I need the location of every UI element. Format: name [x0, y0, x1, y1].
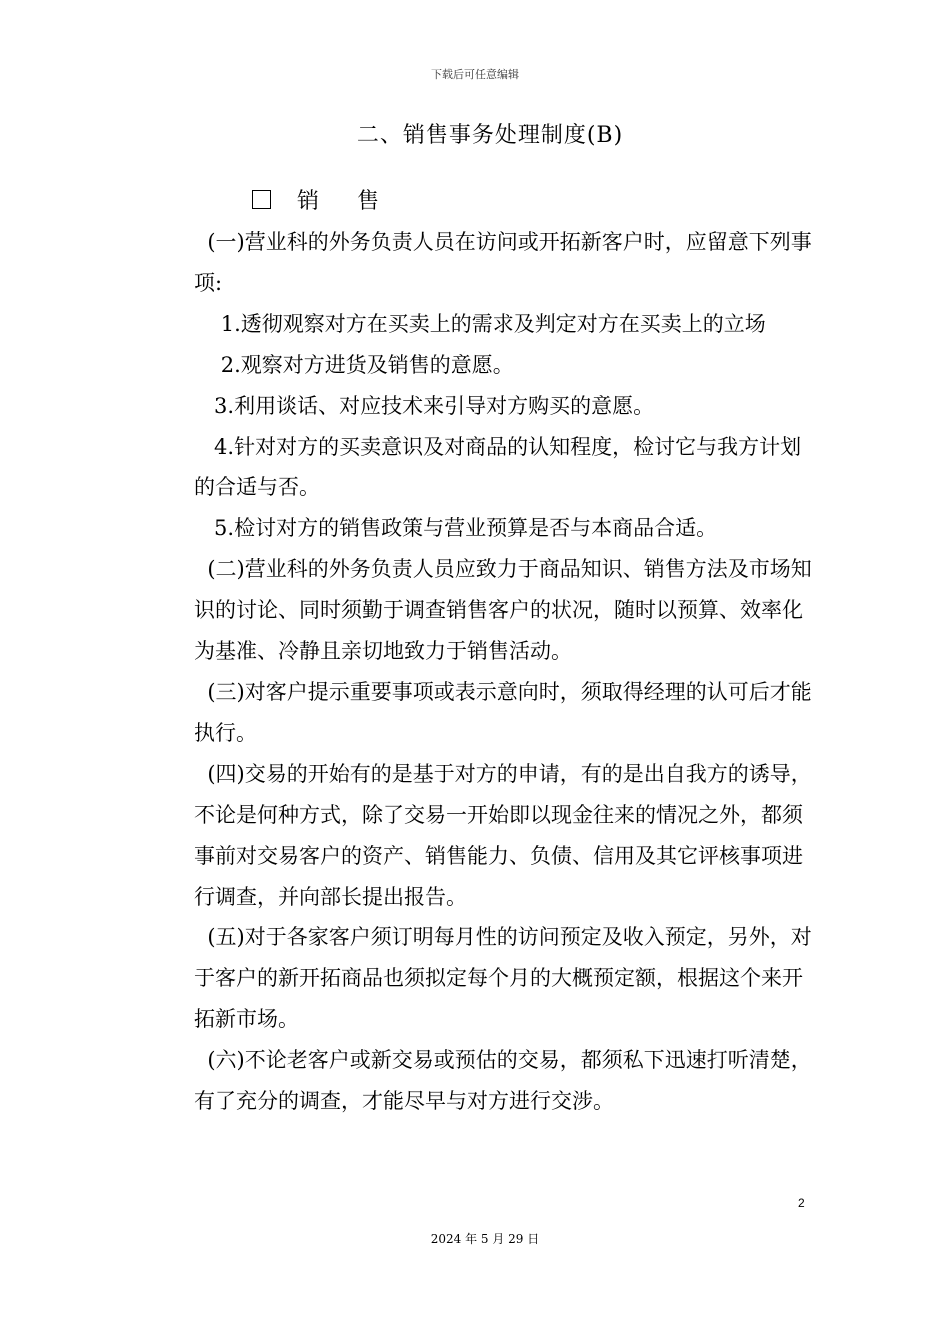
document-title: 二、销售事务处理制度(B): [356, 123, 624, 148]
paragraph: 1.透彻观察对方在买卖上的需求及判定对方在买卖上的立场: [194, 311, 766, 336]
footer-date: 2024 年 5 月 29 日: [430, 1232, 540, 1246]
paragraph: 4.针对对方的买卖意识及对商品的认知程度，检讨它与我方计划的合适与否。: [194, 434, 802, 500]
section-heading-text: 销售: [297, 189, 418, 214]
paragraph: (一)营业科的外务负责人员在访问或开拓新客户时，应留意下列事项:: [194, 230, 812, 295]
paragraph: 5.检讨对方的销售政策与营业预算是否与本商品合适。: [194, 516, 718, 541]
header-note: 下载后可任意编辑: [431, 68, 519, 81]
paragraph: 3.利用谈话、对应技术来引导对方购买的意愿。: [194, 393, 655, 418]
paragraph: (二)营业科的外务负责人员应致力于商品知识、销售方法及市场知识的讨论、同时须勤于调查销售客户的状况，随时以预算、效率化为基准、冷静且亲切地致力于销售活动。: [194, 557, 812, 664]
checkbox-icon: [252, 190, 271, 209]
section-heading: [252, 184, 417, 215]
paragraph: (六)不论老客户或新交易或预估的交易，都须私下迅速打听清楚，有了充分的调查，才能尽早与对方进行交涉。: [194, 1048, 812, 1114]
document-body: [194, 222, 814, 1122]
paragraph: (五)对于各家客户须订明每月性的访问预定及收入预定，另外，对于客户的新开拓商品也须拟定每个月的大概预定额，根据这个来开拓新市场。: [194, 925, 812, 1032]
paragraph: (三)对客户提示重要事项或表示意向时，须取得经理的认可后才能执行。: [194, 679, 812, 745]
paragraph: (四)交易的开始有的是基于对方的申请，有的是出自我方的诱导，不论是何种方式，除了交易一开始即以现金往来的情况之外，都须事前对交易客户的资产、销售能力、负债、信用及其它评核事项进行调查，并向部长提出报告。: [194, 761, 812, 909]
page-number: 2: [798, 1196, 805, 1210]
paragraph: 2.观察对方进货及销售的意愿。: [194, 352, 514, 377]
